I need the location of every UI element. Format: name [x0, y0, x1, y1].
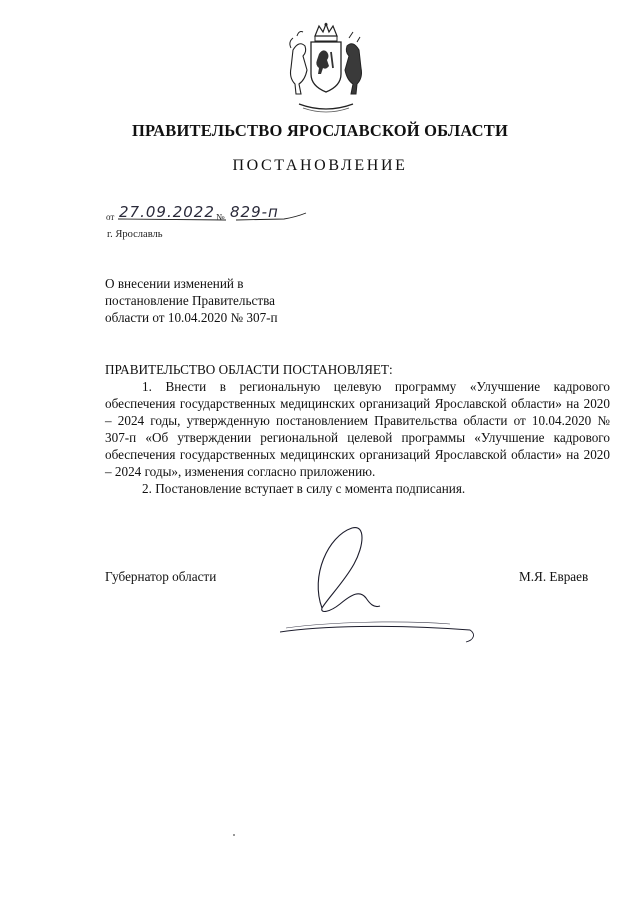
signer-title: Губернатор области: [105, 569, 217, 584]
decree-heading: ПРАВИТЕЛЬСТВО ОБЛАСТИ ПОСТАНОВЛЯЕТ:: [105, 362, 393, 377]
date-handwritten: 27.09.2022: [119, 203, 215, 221]
city-label: г. Ярославль: [107, 229, 163, 240]
number-prefix: №: [216, 212, 225, 222]
document-type-title: ПОСТАНОВЛЕНИЕ: [232, 157, 408, 174]
decree-item-2: 2. Постановление вступает в силу с момента подписания.: [142, 481, 466, 496]
subject-line: области от 10.04.2020 № 307-п: [105, 310, 278, 325]
scan-dot: [233, 834, 235, 836]
signer-name: М.Я. Евраев: [519, 569, 589, 584]
handwritten-signature: [280, 516, 480, 646]
decree-item-1: 1. Внести в региональную целевую программу «Улучшение кадрового обеспечения государственных медицинских организаций Ярославской области» на 2020 – 2024 годы, утвержденную постановлением Правительства области от 10.04.2020 № 307-п «Об утверждении региональной целевой программы «Улучшение кадрового обеспечения государственных медицинских организаций Ярославской области» на 2020 – 2024 годы», изменения согласно приложению.: [105, 379, 610, 479]
document-registration-block: [106, 205, 326, 241]
document-subject: [105, 275, 365, 326]
date-prefix: от: [106, 212, 115, 222]
decree-body: [105, 361, 610, 497]
subject-line: постановление Правительства: [105, 293, 276, 308]
organization-title: ПРАВИТЕЛЬСТВО ЯРОСЛАВСКОЙ ОБЛАСТИ: [131, 121, 509, 140]
number-handwritten: 829-п: [230, 203, 279, 221]
yaroslavl-coat-of-arms-icon: [287, 22, 365, 114]
subject-line: О внесении изменений в: [105, 276, 244, 291]
